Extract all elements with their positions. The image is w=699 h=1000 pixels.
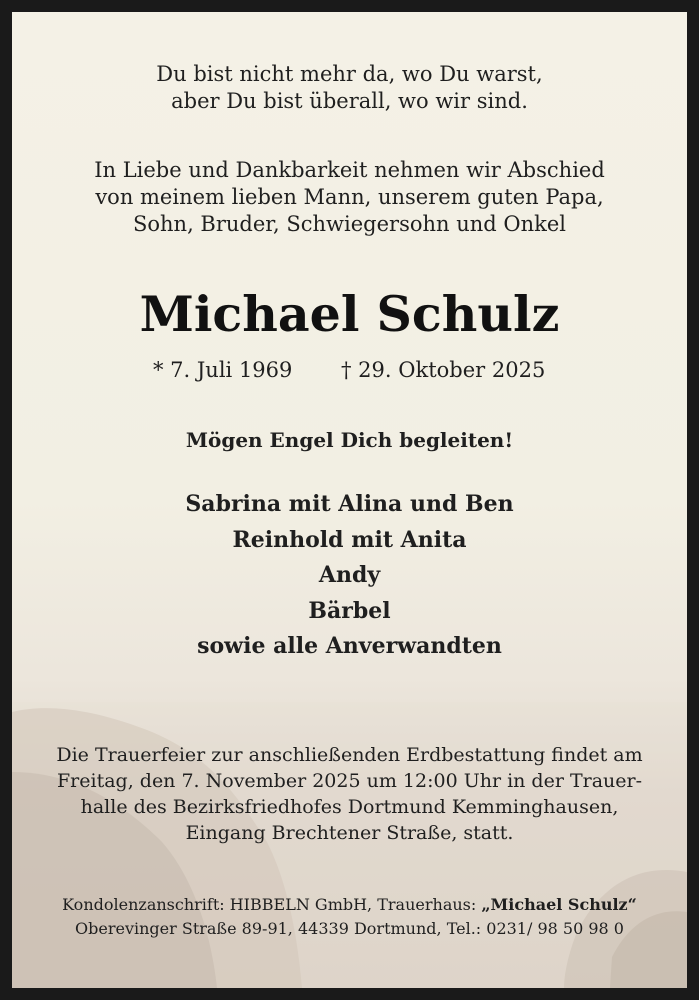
intro-line: Sohn, Bruder, Schwiegersohn und Onkel bbox=[132, 212, 566, 236]
condolence-line bbox=[12, 893, 687, 917]
death-date: † 29. Oktober 2025 bbox=[341, 358, 546, 382]
funeral-details bbox=[12, 742, 687, 846]
blessing-line: Mögen Engel Dich begleiten! bbox=[185, 428, 514, 452]
condolence-street-address: Oberevinger Straße 89-91, 44339 Dortmund, Tel.: 0231/ 98 50 98 0 bbox=[75, 919, 624, 938]
memorial-quote bbox=[12, 61, 687, 115]
intro-line: In Liebe und Dankbarkeit nehmen wir Abschied bbox=[94, 158, 605, 182]
birth-date: * 7. Juli 1969 bbox=[153, 358, 293, 382]
mourning-house-name: „Michael Schulz“ bbox=[481, 895, 637, 914]
funeral-line: Freitag, den 7. November 2025 um 12:00 Uhr in der Trauer- bbox=[56, 770, 643, 792]
condolence-address bbox=[12, 893, 687, 941]
quote-line: aber Du bist überall, wo wir sind. bbox=[171, 89, 528, 113]
farewell-intro bbox=[12, 157, 687, 238]
death-notice-card bbox=[12, 12, 687, 988]
funeral-line: Eingang Brechtener Straße, statt. bbox=[185, 822, 514, 844]
funeral-line: Die Trauerfeier zur anschließenden Erdbestattung findet am bbox=[56, 744, 643, 766]
mourner-entry: Bärbel bbox=[308, 597, 391, 624]
mourner-entry: sowie alle Anverwandten bbox=[197, 633, 502, 659]
funeral-line: halle des Bezirksfriedhofes Dortmund Kemminghausen, bbox=[80, 796, 619, 818]
mourner-entry: Andy bbox=[318, 562, 381, 588]
deceased-name: Michael Schulz bbox=[139, 285, 560, 343]
mourner-entry: Sabrina mit Alina und Ben bbox=[185, 491, 514, 517]
quote-line: Du bist nicht mehr da, wo Du warst, bbox=[156, 62, 543, 86]
mourner-entry: Reinhold mit Anita bbox=[232, 526, 467, 553]
intro-line: von meinem lieben Mann, unserem guten Papa, bbox=[95, 185, 604, 209]
mourners-list bbox=[12, 487, 687, 665]
condolence-prefix: Kondolenzanschrift: HIBBELN GmbH, Trauerhaus: bbox=[62, 895, 482, 914]
